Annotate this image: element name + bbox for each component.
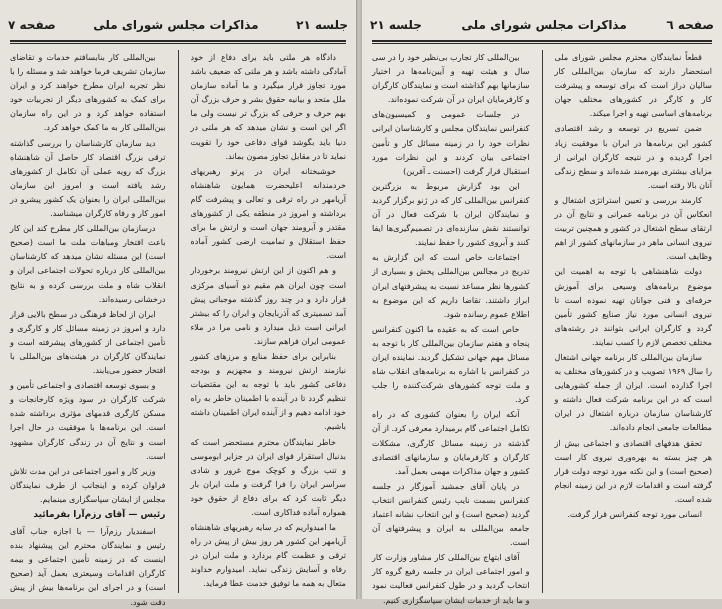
paragraph: بین‌المللی کار بنابسافتم خدمات و تقاضای سازمان تشریف فرما خواهند شد و مسئله را با نظر تجربه ایران مطرح خواهند کرد و ایران برای کمک به کشورهای دیگر از تجربیات خود استفاده خواهد کرد و در این راه سازمان بین‌المللی کار به ما کمک خواهد کرد. <box>10 52 166 133</box>
paragraph: خاص است که به عقیده ما اکنون کنفرانس پنجاه و هفتم سازمان بین‌المللی کار با توجه به مسائل مهم جهانی تشکیل گردید. نماینده ایران در کنفرانس با اشاره به برنامه‌های انقلاب شاه و ملت توجه کشورهای شرکت‌کننده را جلب کرد. <box>372 323 530 405</box>
paragraph: سازمان بین‌المللی کار برنامه جهانی اشتغال را سال ۱۹۶۹ تصویب و در کشورهای مختلف به اجرا گذارده است. ایران از جمله کشورهایی است که در این برنامه شرکت فعال داشته و کارشناسان سازمان درباره اشتغال در ایران مطالعات جامعی انجام داده‌اند. <box>554 351 712 433</box>
text-column-outer <box>191 50 347 593</box>
header-rule-thin <box>372 43 712 44</box>
paragraph: وزیر کار و امور اجتماعی در این مدت تلاش فراوان کرده و اینجانب از طرف نمایندگان مجلس از ایشان سپاسگزاری مینمایم. <box>10 465 166 504</box>
page-header <box>8 14 348 36</box>
text-columns <box>372 50 712 605</box>
header-title: مذاکرات مجلس شورای ملی <box>461 18 627 32</box>
paragraph: ما امیدواریم که در سایه رهبریهای شاهنشاه آریامهر این کشور هر روز بیش از پیش در راه ترقی و عظمت گام بردارد و ملت ایران در رفاه و آسایش زندگی نماید. امیدوارم خداوند متعال به همه ما توفیق خدمت عطا فرماید. <box>190 522 346 589</box>
paragraph: قطعاً نمایندگان محترم مجلس شورای ملی استحضار دارند که سازمان بین‌المللی کار سالیان دراز است که برای توسعه و پیشرفت کار و کارگر در کشورهای مختلف جهان برنامه‌های اساسی تهیه و اجرا میکند. <box>554 52 712 119</box>
page-header <box>370 14 714 36</box>
session-label: جلسه ۲۱ <box>370 18 422 32</box>
header-rule <box>10 40 346 42</box>
paragraph: درسازمان بین‌المللی کار مطرح کند این کار باعث افتخار ومباهات ملت ما است (صحیح است) این مسئله نشان میدهد که کارشناسان بین‌المللی کار درباره تحولات اجتماعی ایران و انقلاب شاه و ملت بررسی کرده و به نتایج درخشانی رسیده‌اند. <box>10 223 166 304</box>
paragraph: در پایان آقای جمشید آموزگار در جلسه کنفرانس بسمت نایب رئیس کنفرانس انتخاب گردید (صحیح است) و این انتخاب نشانه اعتماد جامعه بین‌المللی به ایران و پیشرفتهای آن است. <box>372 480 530 548</box>
paragraph: این بود گزارش مربوط به بزرگترین کنفرانس بین‌المللی کار که در ژنو برگزار گردید و نمایندگان ایران با شرکت فعال در آن توانستند نقش سازنده‌ای در تصمیم‌گیری‌ها ایفا کنند و آبروی کشور را حفظ نمایند. <box>372 180 530 248</box>
paragraph: آقای ابتهاج بین‌المللی کار مشاور وزارت کار و امور اجتماعی ایران در جلسه رفیع گروه کار انتخاب گردید و در طول کنفرانس فعالیت نمود و ما باید از خدمات ایشان سپاسگزاری کنیم. <box>372 552 530 605</box>
header-rule-thin <box>10 43 346 44</box>
paragraph: و بسوی توسعه اقتصادی و اجتماعی تأمین و شرکت کارگران در سود ویژه کارخانجات و مسکن کارگری قدمهای مؤثری برداشته شده است. این برنامه‌ها با موفقیت در حال اجرا است و نتایج آن در زندگی کارگران مشهود است. <box>10 380 166 461</box>
text-column-outer <box>555 50 713 593</box>
header-rule <box>372 40 712 42</box>
paragraph: اجتماعات خاص است که این گزارش به تدریج در مجالس بین‌المللی پخش و بسیاری از کشورها نظر مساعد نسبت به پیشرفتهای ایران ابراز داشتند. تقاضا داریم که این موضوع به اطلاع عموم رسانده شود. <box>372 252 530 319</box>
text-column-inner <box>10 50 166 607</box>
speaker-line: رئیس — آقای رزم‌آرا بفرمائید <box>33 510 166 520</box>
paragraph: در جلسات عمومی و کمیسیون‌های کنفرانس نمایندگان مجلس و کارشناسان ایرانی نظرات خود را در زمینه مسائل کار و تأمین اجتماعی بیان کردند و این نظرات مورد استقبال قرار گرفت (احسنت ـ آفرین) <box>372 109 530 176</box>
paragraph: اسفندیار رزم‌آرا — با اجازه جناب آقای رئیس و نمایندگان محترم این پیشنهاد بنده اینست که در زمینه تأمین اجتماعی و بیمه کارگران اقدامات وسیعتری بعمل آید (صحیح است) و در اجرای این برنامه‌ها بیش از پیش دقت شود. <box>10 526 166 607</box>
paragraph: دادگاه هر ملتی باید برای دفاع از خود آمادگی داشته باشد و هر ملتی که ضعیف باشد مورد تجاوز قرار میگیرد و ما آماده سازمان ملل متحد و بیانیه حقوق بشر و حرف بزرگ آن بهم حرف و حرفی که بزرگ تر نیست ولی ما اگر این است و نشان میدهد که هر ملتی در دنیا باید بگوشد قوای دفاعی خود را تقویت نماید تا در مقابل تجاوز مصون بماند. <box>190 52 346 161</box>
header-title: مذاکرات مجلس شورای ملی <box>93 18 259 32</box>
paragraph: دولت شاهنشاهی با توجه به اهمیت این موضوع برنامه‌های وسیعی برای آموزش حرفه‌ای و فنی جوانان تهیه نموده است تا نیروی انسانی مورد نیاز صنایع کشور تأمین گردد و کارگران ایرانی بتوانند در رشته‌های مختلف تخصص لازم را کسب نمایند. <box>554 266 712 347</box>
text-column-inner <box>372 50 530 605</box>
paragraph: خاطر نمایندگان محترم مستحضر است که بدنبال استقرار قوای ایران در جزایر ابوموسی و تنب بزرگ و کوچک موج غرور و شادی سراسر ایران را فرا گرفت و ملت ایران بار دیگر ثابت کرد که برای دفاع از حقوق خود همواره آماده فداکاری است. <box>190 436 346 517</box>
paragraph: بنابراین برای حفظ منابع و مرزهای کشور نیازمند ارتش نیرومند و مجهزیم و بودجه دفاعی کشور باید با توجه به این مقتضیات تنظیم گردد تا در آینده با اطمینان خاطر به راه خود ادامه دهیم و از آینده ایران اطمینان داشته باشیم. <box>190 350 346 432</box>
page-number: صفحه ٧ <box>8 18 56 32</box>
page-seven <box>0 0 356 607</box>
paragraph: ضمن تسریع در توسعه و رشد اقتصادی کشور این برنامه‌ها در ایران با موفقیت زیاد اجرا گردیده و در نتیجه کارگران ایرانی از مزایای بیشتری بهره‌مند شده‌اند و سطح زندگی آنان بالا رفته است. <box>554 123 712 190</box>
paragraph: خوشبختانه ایران در پرتو رهبریهای خردمندانه اعلیحضرت همایون شاهنشاه آریامهر در راه ترقی و تعالی و پیشرفت گام برداشته و امروز در منطقه یکی از کشورهای مقتدر و آبرومند جهان است و ارتش ما برای حفظ استقلال و تمامیت ارضی کشور آماده است. <box>190 165 346 261</box>
paragraph: بین‌المللی کار تجارب بی‌نظیر خود را در سی سال و هیئت تهیه و آیین‌نامه‌ها در اختیار سازمانها بهم گذاشته است و نمایندگان کارگران و کارفرمایان ایران در آن شرکت نموده‌اند. <box>372 52 530 105</box>
paragraph: ایران از لحاظ فرهنگی در سطح بالایی قرار دارد و امروز در زمینه مسائل کار و کارگری و تأمین اجتماعی از کشورهای پیشرفته است و نمایندگان کارگران در هیئت‌های بین‌المللی با افتخار حضور می‌یابند. <box>10 308 166 376</box>
paragraph: انسانی مورد توجه کنفرانس قرار گرفت. <box>567 509 702 519</box>
paragraph: و هم اکنون از این ارتش نیرومند برخوردار است چون ایران هم مقیم دو آسیای مرکزی قرار دارد و در چند روز گذشته موجباتی پیش آمد تسمیتری که آذربایجان و ایران را که بیشتر ایرانی است ذیل میدارد و نامی مرا در ملاء عمومی ایران فراهم سازند. <box>190 265 346 346</box>
paragraph: تحقق هدفهای اقتصادی و اجتماعی بیش از هر چیز بسته به بهره‌وری نیروی کار است (صحیح است) و این نکته مورد توجه دولت قرار گرفته است و اقدامات لازم در این زمینه انجام شده است. <box>554 437 712 504</box>
page-six <box>362 0 722 605</box>
column-divider <box>178 50 179 593</box>
paragraph: دید سازمان کارشناسان را بررسی گذاشته ترقی بزرگ اقتصاد کار حاصل آن شاهنشاه بزرگ که رویه عملی آن تکامل از کشورهای رشد یافته است و امروز این سازمان بین‌المللی ایران را بعنوان یک کشور پیشرو در امور کار و رفاه کارگران میشناسد. <box>10 137 166 219</box>
column-divider <box>542 50 543 593</box>
session-label: جلسه ۲۱ <box>296 18 348 32</box>
paragraph: کارمند بررسی و تعیین استراتژی اشتغال و انعکاس آن در برنامه عمرانی و نتایج آن در ارتقای سطح اشتغال در کشور و همچنین تربیت نیروی انسانی ماهر در سازمانهای کشور از اهم وظایف است. <box>554 194 712 262</box>
paragraph: آنکه ایران را بعنوان کشوری که در راه تکامل اجتماعی گام برمیدارد معرفی کرد. از آن گذشته در زمینه مسائل کارگری، مشکلات کارگران و کارفرمایان و سازمانهای اقتصادی کشور و جهان مذاکرات مهمی بعمل آمد. <box>372 409 530 476</box>
page-number: صفحه ٦ <box>666 18 714 32</box>
text-columns <box>10 50 346 607</box>
